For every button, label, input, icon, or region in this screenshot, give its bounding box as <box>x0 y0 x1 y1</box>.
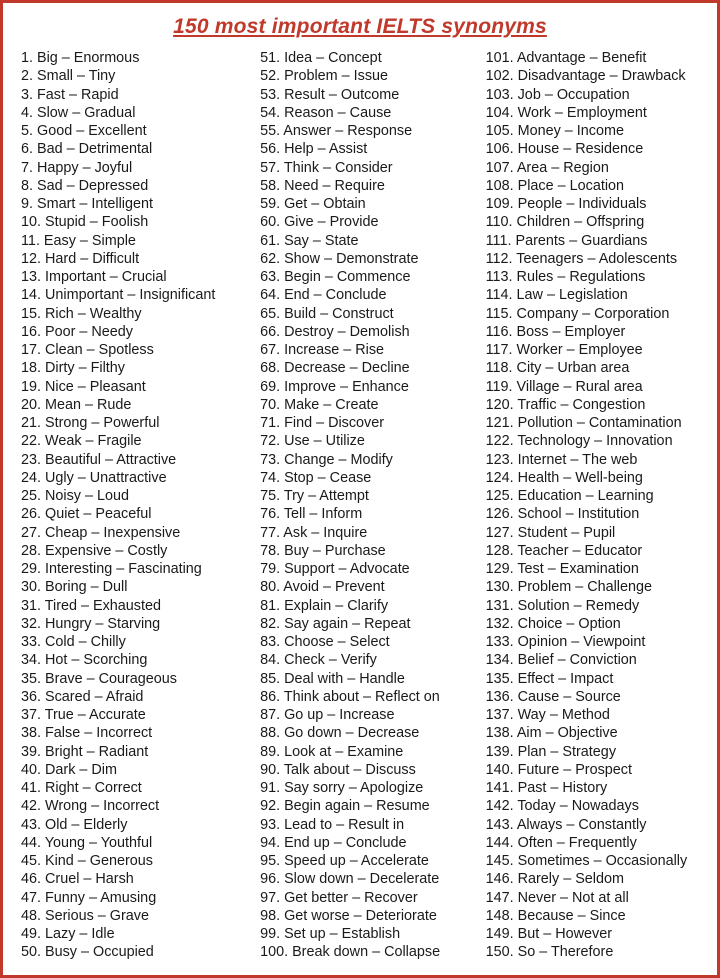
list-item: 130. Problem – Challenge <box>485 579 653 596</box>
list-item: 57. Think – Consider <box>260 159 393 176</box>
list-item: 86. Think about – Reflect on <box>260 688 440 705</box>
list-item: 91. Say sorry – Apologize <box>260 780 424 796</box>
list-item: 132. Choice – Option <box>485 615 621 632</box>
list-item: 30. Boring – Dull <box>21 579 128 596</box>
list-item: 123. Internet – The web <box>485 451 638 468</box>
list-item: 48. Serious – Grave <box>21 907 149 924</box>
list-item: 69. Improve – Enhance <box>260 378 409 395</box>
list-item: 84. Check – Verify <box>260 652 377 669</box>
list-item: 101. Advantage – Benefit <box>485 50 647 66</box>
list-item: 140. Future – Prospect <box>485 761 632 778</box>
list-item: 125. Education – Learning <box>485 488 654 504</box>
list-item: 61. Say – State <box>260 232 359 249</box>
list-item: 28. Expensive – Costly <box>21 542 168 559</box>
list-item: 114. Law – Legislation <box>485 287 628 304</box>
synonyms-column-3 <box>480 49 709 962</box>
list-item: 4. Slow – Gradual <box>21 104 136 121</box>
list-item: 53. Result – Outcome <box>260 86 400 103</box>
list-item: 134. Belief – Conviction <box>485 652 637 669</box>
list-item: 142. Today – Nowadays <box>485 798 639 815</box>
list-item: 80. Avoid – Prevent <box>260 579 385 596</box>
list-item: 118. City – Urban area <box>485 360 630 377</box>
list-item: 9. Smart – Intelligent <box>21 196 153 212</box>
list-item: 38. False – Incorrect <box>21 725 153 742</box>
list-item: 52. Problem – Issue <box>260 68 389 85</box>
list-item: 55. Answer – Response <box>260 123 413 139</box>
list-item: 93. Lead to – Result in <box>260 816 405 833</box>
list-item: 62. Show – Demonstrate <box>260 250 419 267</box>
list-item: 58. Need – Require <box>260 177 385 194</box>
list-item: 96. Slow down – Decelerate <box>260 871 440 888</box>
list-item: 103. Job – Occupation <box>485 86 630 103</box>
list-item: 21. Strong – Powerful <box>21 415 160 431</box>
list-item: 51. Idea – Concept <box>260 50 382 66</box>
synonyms-columns <box>11 49 709 962</box>
list-item: 90. Talk about – Discuss <box>260 761 416 778</box>
list-item: 104. Work – Employment <box>485 104 647 121</box>
list-item: 126. School – Institution <box>485 506 640 523</box>
list-item: 74. Stop – Cease <box>260 469 372 486</box>
list-item: 66. Destroy – Demolish <box>260 323 410 340</box>
list-item: 19. Nice – Pleasant <box>21 378 146 395</box>
list-item: 78. Buy – Purchase <box>260 542 386 559</box>
list-item: 49. Lazy – Idle <box>21 926 115 942</box>
list-item: 5. Good – Excellent <box>21 123 147 139</box>
list-item: 81. Explain – Clarify <box>260 597 389 614</box>
list-item: 131. Solution – Remedy <box>485 597 640 614</box>
list-item: 11. Easy – Simple <box>21 232 136 249</box>
list-item: 79. Support – Advocate <box>260 561 410 577</box>
list-item: 100. Break down – Collapse <box>260 944 441 961</box>
list-item: 112. Teenagers – Adolescents <box>485 250 678 267</box>
list-item: 119. Village – Rural area <box>485 378 643 395</box>
list-item: 60. Give – Provide <box>260 214 379 231</box>
list-item: 141. Past – History <box>485 780 608 796</box>
synonyms-column-1 <box>11 49 252 962</box>
list-item: 150. So – Therefore <box>485 944 614 961</box>
list-item: 135. Effect – Impact <box>485 670 614 687</box>
list-item: 73. Change – Modify <box>260 451 393 468</box>
list-item: 40. Dark – Dim <box>21 761 117 778</box>
list-item: 32. Hungry – Starving <box>21 615 161 632</box>
list-item: 12. Hard – Difficult <box>21 250 140 267</box>
list-item: 122. Technology – Innovation <box>485 433 673 450</box>
list-item: 121. Pollution – Contamination <box>485 415 682 431</box>
list-item: 43. Old – Elderly <box>21 816 128 833</box>
list-item: 138. Aim – Objective <box>485 725 618 742</box>
list-item: 72. Use – Utilize <box>260 433 365 450</box>
list-item: 10. Stupid – Foolish <box>21 214 149 231</box>
list-item: 13. Important – Crucial <box>21 269 167 285</box>
list-item: 54. Reason – Cause <box>260 104 392 121</box>
list-item: 94. End up – Conclude <box>260 834 407 851</box>
list-item: 20. Mean – Rude <box>21 396 132 413</box>
list-item: 111. Parents – Guardians <box>485 232 648 249</box>
list-item: 3. Fast – Rapid <box>21 86 119 103</box>
list-item: 75. Try – Attempt <box>260 488 369 504</box>
list-item: 120. Traffic – Congestion <box>485 396 646 413</box>
list-item: 147. Never – Not at all <box>485 889 629 906</box>
list-item: 37. True – Accurate <box>21 707 146 723</box>
list-item: 124. Health – Well-being <box>485 469 643 486</box>
list-item: 45. Kind – Generous <box>21 853 154 869</box>
list-item: 26. Quiet – Peaceful <box>21 506 152 523</box>
list-item: 128. Teacher – Educator <box>485 542 643 559</box>
list-item: 89. Look at – Examine <box>260 743 404 760</box>
list-item: 31. Tired – Exhausted <box>21 597 161 614</box>
list-item: 59. Get – Obtain <box>260 196 366 212</box>
list-item: 2. Small – Tiny <box>21 68 116 85</box>
list-item: 98. Get worse – Deteriorate <box>260 907 437 924</box>
list-item: 42. Wrong – Incorrect <box>21 798 160 815</box>
list-item: 77. Ask – Inquire <box>260 524 368 541</box>
list-item: 1. Big – Enormous <box>21 50 140 66</box>
list-item: 7. Happy – Joyful <box>21 159 133 176</box>
list-item: 46. Cruel – Harsh <box>21 871 134 888</box>
list-item: 8. Sad – Depressed <box>21 177 149 194</box>
list-item: 15. Rich – Wealthy <box>21 305 142 322</box>
list-item: 63. Begin – Commence <box>260 269 411 285</box>
list-item: 18. Dirty – Filthy <box>21 360 125 377</box>
list-item: 24. Ugly – Unattractive <box>21 469 167 486</box>
list-item: 41. Right – Correct <box>21 780 142 796</box>
list-item: 82. Say again – Repeat <box>260 615 411 632</box>
list-item: 115. Company – Corporation <box>485 305 670 322</box>
list-item: 117. Worker – Employee <box>485 342 643 358</box>
list-item: 127. Student – Pupil <box>485 524 616 541</box>
list-item: 22. Weak – Fragile <box>21 433 142 450</box>
list-item: 85. Deal with – Handle <box>260 670 405 687</box>
list-item: 83. Choose – Select <box>260 634 390 650</box>
list-item: 33. Cold – Chilly <box>21 634 126 650</box>
list-item: 146. Rarely – Seldom <box>485 871 624 888</box>
list-item: 110. Children – Offspring <box>485 214 645 231</box>
list-item: 67. Increase – Rise <box>260 342 385 358</box>
list-item: 145. Sometimes – Occasionally <box>485 853 688 869</box>
list-item: 95. Speed up – Accelerate <box>260 853 429 869</box>
list-item: 105. Money – Income <box>485 123 624 139</box>
list-item: 87. Go up – Increase <box>260 707 395 723</box>
list-item: 109. People – Individuals <box>485 196 647 212</box>
list-item: 136. Cause – Source <box>485 688 621 705</box>
list-item: 137. Way – Method <box>485 707 610 723</box>
list-item: 102. Disadvantage – Drawback <box>485 68 686 85</box>
list-item: 129. Test – Examination <box>485 561 639 577</box>
page-title: 150 most important IELTS synonyms <box>173 15 547 38</box>
list-item: 27. Cheap – Inexpensive <box>21 524 181 541</box>
list-item: 76. Tell – Inform <box>260 506 363 523</box>
list-item: 116. Boss – Employer <box>485 323 626 340</box>
list-item: 34. Hot – Scorching <box>21 652 148 669</box>
list-item: 70. Make – Create <box>260 396 379 413</box>
list-item: 68. Decrease – Decline <box>260 360 410 377</box>
list-item: 64. End – Conclude <box>260 287 387 304</box>
list-item: 36. Scared – Afraid <box>21 688 144 705</box>
list-item: 47. Funny – Amusing <box>21 889 157 906</box>
list-item: 25. Noisy – Loud <box>21 488 130 504</box>
list-item: 143. Always – Constantly <box>485 816 647 833</box>
list-item: 23. Beautiful – Attractive <box>21 451 177 468</box>
list-item: 29. Interesting – Fascinating <box>21 561 202 577</box>
synonyms-column-2 <box>252 49 480 962</box>
list-item: 133. Opinion – Viewpoint <box>485 634 646 650</box>
list-item: 88. Go down – Decrease <box>260 725 420 742</box>
list-item: 144. Often – Frequently <box>485 834 637 851</box>
list-item: 97. Get better – Recover <box>260 889 418 906</box>
list-item: 16. Poor – Needy <box>21 323 133 340</box>
list-item: 14. Unimportant – Insignificant <box>21 287 216 304</box>
list-item: 44. Young – Youthful <box>21 834 153 851</box>
list-item: 149. But – However <box>485 926 612 942</box>
list-item: 17. Clean – Spotless <box>21 342 154 358</box>
list-item: 107. Area – Region <box>485 159 609 176</box>
list-item: 106. House – Residence <box>485 141 644 158</box>
list-item: 35. Brave – Courageous <box>21 670 177 687</box>
list-item: 39. Bright – Radiant <box>21 743 149 760</box>
list-item: 108. Place – Location <box>485 177 625 194</box>
list-item: 113. Rules – Regulations <box>485 269 646 285</box>
list-item: 92. Begin again – Resume <box>260 798 430 815</box>
list-item: 50. Busy – Occupied <box>21 944 154 961</box>
list-item: 56. Help – Assist <box>260 141 368 158</box>
list-item: 99. Set up – Establish <box>260 926 401 942</box>
list-item: 6. Bad – Detrimental <box>21 141 153 158</box>
list-item: 139. Plan – Strategy <box>485 743 617 760</box>
list-item: 148. Because – Since <box>485 907 626 924</box>
list-item: 71. Find – Discover <box>260 415 385 431</box>
list-item: 65. Build – Construct <box>260 305 394 322</box>
